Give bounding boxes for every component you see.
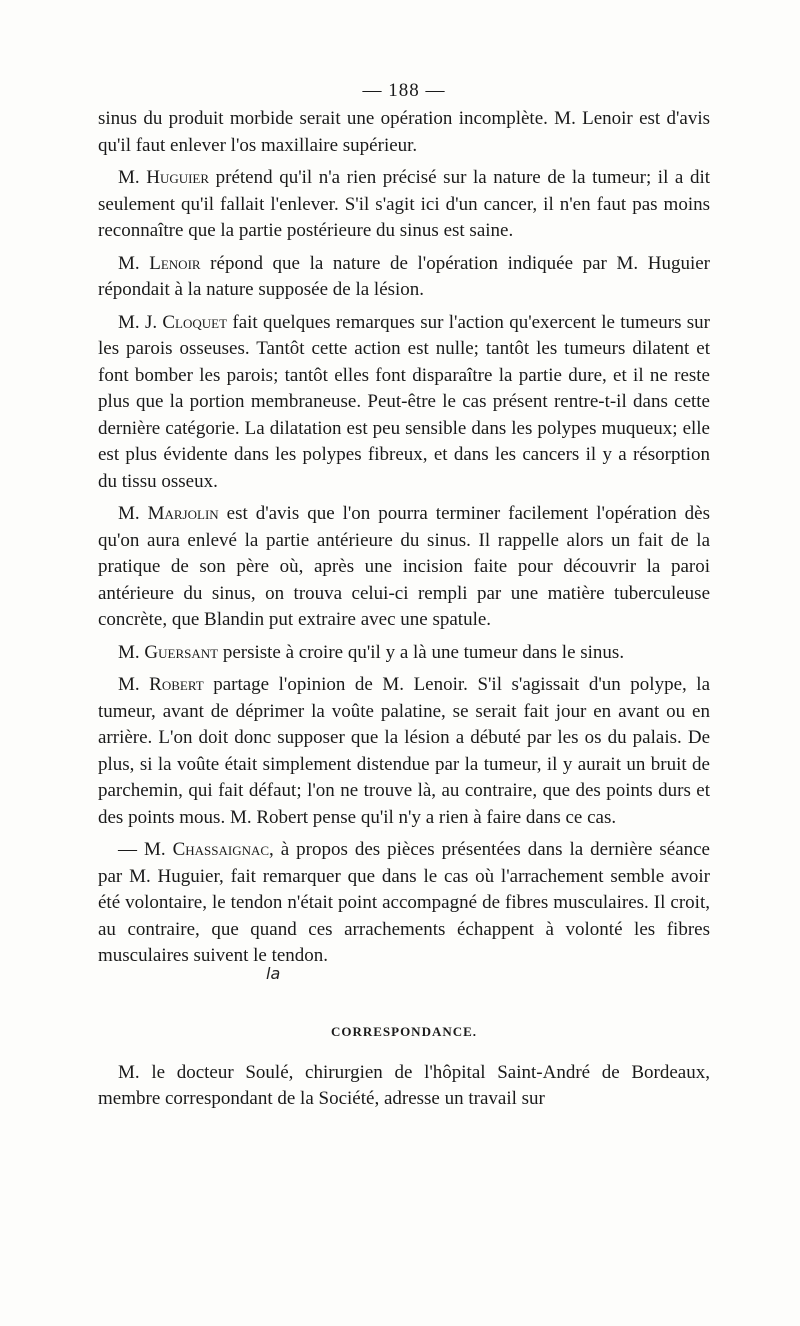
paragraph-4 — [98, 501, 710, 634]
paragraph-7-text: , à propos des pièces présentées dans la dernière séance par M. Huguier, fait remarquer que dans le cas où l'arrachement semble avoir été volontaire, le tendon n'était point accompagné de fibres musculaires. Il croit, au contraire, que quand ces arrachements échappent à volonté les fibres musculaires suivent le tendon. — [98, 839, 710, 966]
paragraph-4-text: est d'avis que l'on pourra terminer facilement l'opération dès qu'on aura enlevé la partie antérieure du sinus. Il rappelle alors un fait de la pratique de son père où, après une incision faite pour découvrir la paroi antérieure du sinus, on trouva celui-ci rempli par une matière tuberculeuse concrète, que Blandin put extraire avec une spatule. — [98, 503, 711, 630]
closing-paragraph — [98, 1060, 710, 1113]
speaker-name: M. Marjolin — [118, 503, 219, 524]
paragraph-0-text: sinus du produit morbide serait une opération incomplète. M. Lenoir est d'avis qu'il faut enlever l'os maxillaire supérieur. — [98, 108, 710, 156]
closing-paragraph-text: M. le docteur Soulé, chirurgien de l'hôpital Saint-André de Bordeaux, membre correspondant de la Société, adresse un travail sur — [98, 1061, 710, 1109]
paragraph-5 — [98, 640, 710, 667]
speaker-name: — M. Chassaignac — [118, 839, 270, 860]
paragraph-6-text: partage l'opinion de M. Lenoir. S'il s'agissait d'un polype, la tumeur, avant de déprimer la voûte palatine, se serait fait jour en avant ou en arrière. L'on doit donc supposer que la lésion a débuté par les os du palais. De plus, si la voûte était simplement distendue par la tumeur, il y aurait un bruit de parchemin, qui fait défaut; l'on ne trouve là, au contraire, que des points durs et des points mous. M. Robert pense qu'il n'y a rien à faire dans ce cas. — [98, 674, 710, 828]
paragraph-3-text: fait quelques remarques sur l'action qu'exercent le tumeurs sur les parois osseuses. Tantôt cette action est nulle; tantôt les tumeurs dilatent et font bomber les parois; tantôt elles font disparaître la partie dure, et il ne reste plus que la portion membraneuse. Peut-être le cas présent rentre-t-il dans cette dernière catégorie. La dilatation est peu sensible dans les polypes muqueux; elle est plus évidente dans les polypes fibreux, et dans les cancers il y a résorption du tissu osseux. — [98, 311, 710, 492]
paragraph-7 — [98, 837, 710, 970]
section-title: CORRESPONDANCE. — [330, 1023, 478, 1039]
paragraph-6 — [98, 672, 710, 831]
paragraph-1 — [98, 165, 710, 245]
speaker-name: M. Huguier — [118, 167, 210, 188]
speaker-name: M. J. Cloquet — [118, 311, 228, 333]
paragraph-3 — [98, 310, 710, 496]
speaker-name: M. Guersant — [118, 641, 219, 663]
paragraph-5-text: persiste à croire qu'il y a là une tumeur dans le sinus. — [218, 641, 625, 663]
paragraph-2-text: répond que la nature de l'opération indiquée par M. Huguier répondait à la nature supposée de la lésion. — [98, 252, 710, 300]
paragraph-0 — [98, 106, 710, 159]
page-number-header: — 188 — — [362, 80, 446, 101]
page — [98, 80, 710, 1113]
handwritten-annotation: la — [266, 963, 281, 983]
speaker-name: M. Lenoir — [118, 252, 201, 274]
speaker-name: M. Robert — [118, 674, 204, 695]
paragraph-1-text: prétend qu'il n'a rien précisé sur la nature de la tumeur; il a dit seulement qu'il fallait l'enlever. S'il s'agit ici d'un cancer, il n'en faut pas moins reconnaître que la partie postérieure du sinus est saine. — [98, 167, 710, 241]
paragraph-2 — [98, 251, 710, 304]
